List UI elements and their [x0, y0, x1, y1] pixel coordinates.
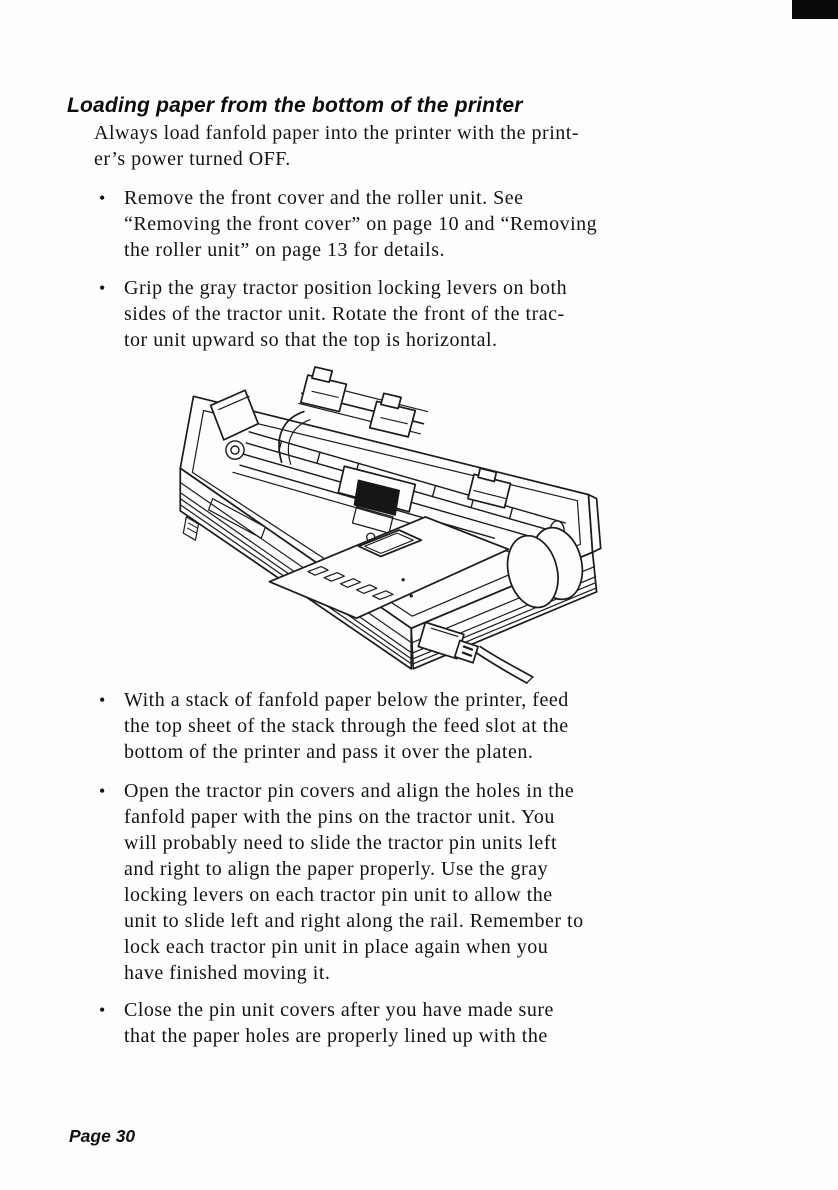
text-line: “Removing the front cover” on page 10 and “Removing [124, 213, 598, 235]
printer-line-drawing [160, 362, 626, 688]
bullet-marker: • [99, 690, 106, 710]
text-line: will probably need to slide the tractor pin units left [124, 832, 558, 854]
bullet-marker: • [99, 1000, 106, 1020]
bullet-item-align-pins [99, 778, 739, 986]
text-line: bottom of the printer and pass it over the platen. [124, 741, 534, 763]
page-number-label: Page 30 [69, 1126, 136, 1146]
bullet-text [124, 997, 739, 1049]
text-line: Open the tractor pin covers and align the holes in the [124, 780, 575, 802]
text-line: Close the pin unit covers after you have made sure [124, 999, 554, 1021]
bullet-item-feed-paper [99, 687, 739, 765]
text-line: lock each tractor pin unit in place again when you [124, 936, 549, 958]
text-line: fanfold paper with the pins on the tractor unit. You [124, 806, 555, 828]
bullet-marker: • [99, 278, 106, 298]
text-line: locking levers on each tractor pin unit to allow the [124, 884, 553, 906]
text-line: have finished moving it. [124, 962, 331, 984]
bullet-marker: • [99, 781, 106, 801]
text-line: and right to align the paper properly. Use the gray [124, 858, 549, 880]
bullet-text [124, 185, 739, 263]
text-line: er’s power turned OFF. [94, 148, 291, 170]
text-line: unit to slide left and right along the rail. Remember to [124, 910, 584, 932]
bullet-item-grip-levers [99, 275, 739, 353]
scan-edge-mark [792, 0, 838, 19]
text-line: sides of the tractor unit. Rotate the front of the trac- [124, 303, 565, 325]
printer-illustration [160, 362, 626, 688]
bullet-item-remove-cover [99, 185, 739, 263]
text-line: Remove the front cover and the roller unit. See [124, 187, 524, 209]
section-heading: Loading paper from the bottom of the printer [67, 94, 523, 117]
text-line: Always load fanfold paper into the printer with the print- [94, 122, 579, 144]
text-line: tor unit upward so that the top is horizontal. [124, 329, 498, 351]
bullet-text [124, 778, 739, 986]
text-line: the top sheet of the stack through the feed slot at the [124, 715, 569, 737]
text-line: that the paper holes are properly lined up with the [124, 1025, 548, 1047]
text-line: Grip the gray tractor position locking levers on both [124, 277, 568, 299]
intro-paragraph [94, 120, 579, 172]
text-line: With a stack of fanfold paper below the printer, feed [124, 689, 569, 711]
bullet-text [124, 275, 739, 353]
bullet-item-close-covers [99, 997, 739, 1049]
text-line: the roller unit” on page 13 for details. [124, 239, 446, 261]
bullet-marker: • [99, 188, 106, 208]
bullet-text [124, 687, 739, 765]
